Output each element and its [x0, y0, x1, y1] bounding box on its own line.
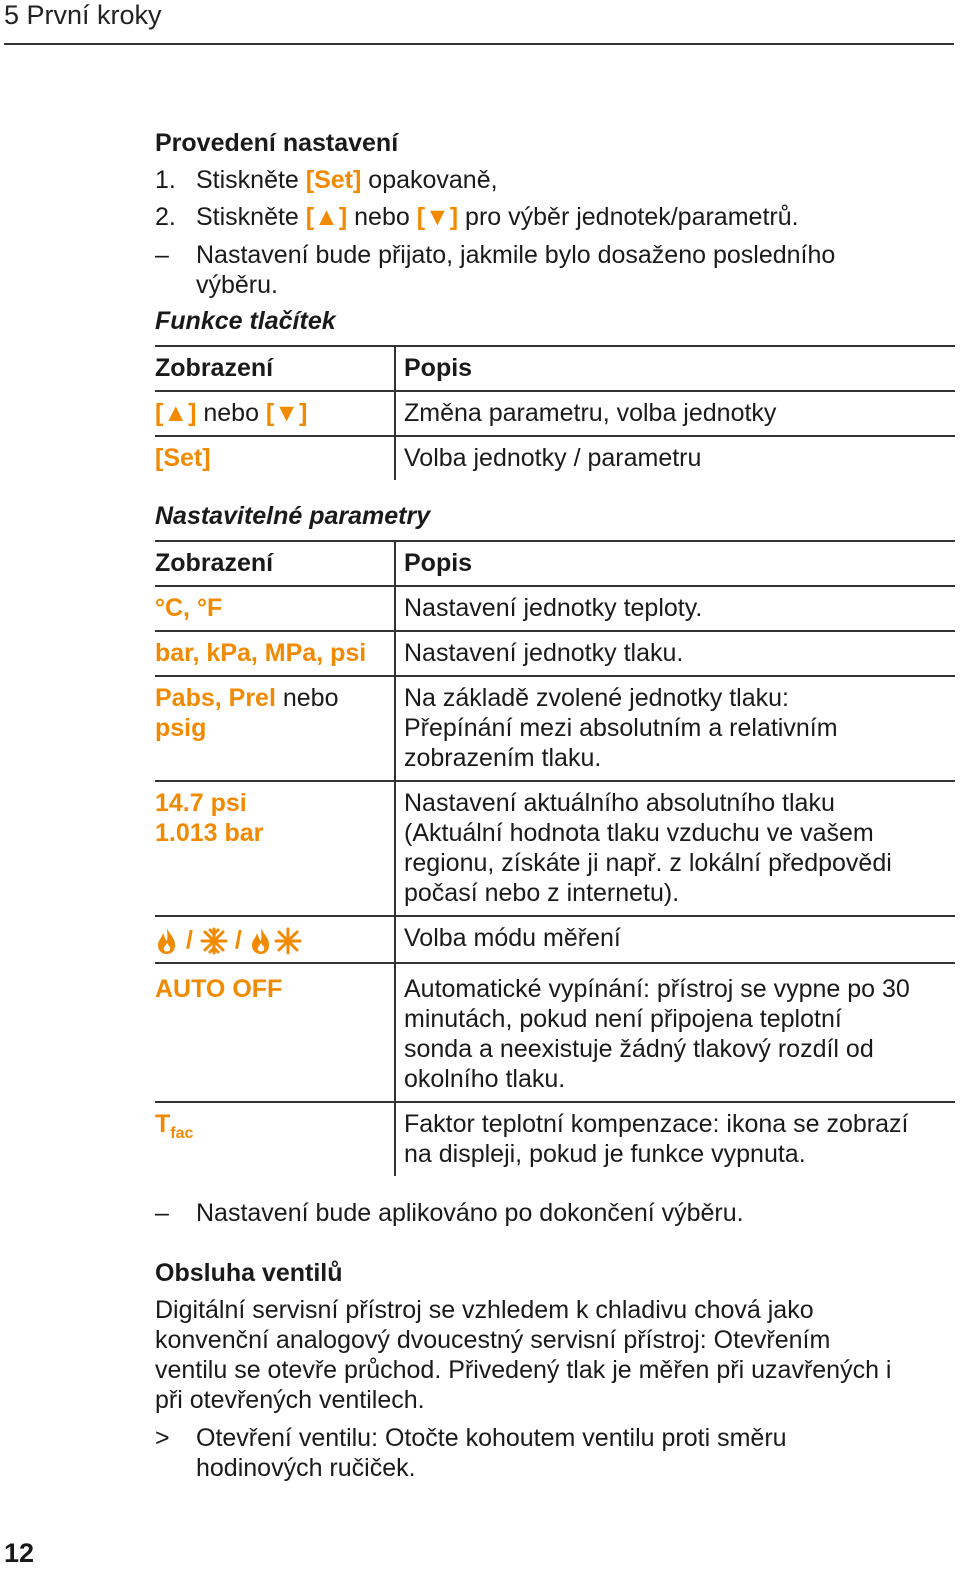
set-key-label: [Set]	[305, 166, 362, 194]
row-description-line: zobrazením tlaku.	[404, 744, 602, 772]
step-2-pre: Stiskněte	[196, 203, 306, 231]
table-row	[155, 586, 955, 631]
params-col-description: Popis	[395, 541, 955, 586]
flame-snowflake-icon	[249, 927, 303, 955]
row-description: Nastavení jednotky teploty.	[395, 586, 955, 631]
page-number: 12	[4, 1538, 35, 1568]
flame-icon	[155, 927, 179, 955]
valves-heading: Obsluha ventilů	[155, 1259, 343, 1287]
after-table-text: Nastavení bude aplikováno po dokončení výběru.	[196, 1199, 744, 1227]
param-display: bar, kPa, MPa, psi	[155, 631, 395, 676]
row-description-line: okolního tlaku.	[404, 1065, 566, 1094]
row-description-line: Na základě zvolené jednotky tlaku:	[404, 684, 789, 712]
action-marker: >	[155, 1424, 170, 1452]
down-key-label: [▼]	[416, 203, 459, 231]
row-description-line: sonda a neexistuje žádný tlakový rozdíl od	[404, 1035, 874, 1064]
result-line-2: výběru.	[196, 271, 278, 299]
table-row	[155, 781, 955, 916]
params-col-display: Zobrazení	[155, 541, 395, 586]
step-1-text	[196, 165, 498, 195]
params-table-header	[155, 541, 955, 586]
set-key-label: [Set]	[155, 444, 211, 472]
row-description-line: regionu, získáte ji např. z lokální předpovědi	[404, 849, 892, 877]
keys-table	[155, 345, 955, 480]
separator-slash: /	[185, 926, 193, 954]
row-description-line: (Aktuální hodnota tlaku vzduchu ve vašem	[404, 819, 874, 847]
step-1-pre: Stiskněte	[196, 166, 306, 194]
nebo-text: nebo	[196, 399, 266, 427]
row-description: Volba jednotky / parametru	[395, 436, 955, 480]
up-key-label: [▲]	[155, 399, 197, 427]
row-description: Volba módu měření	[395, 916, 955, 963]
row-description: Nastavení jednotky tlaku.	[395, 631, 955, 676]
step-2-post: pro výběr jednotek/parametrů.	[458, 203, 799, 231]
up-key-label: [▲]	[305, 203, 348, 231]
param-display: AUTO OFF	[155, 963, 395, 1102]
nebo-text: nebo	[275, 684, 339, 712]
row-description-line: Automatické vypínání: přístroj se vypne po 30	[404, 975, 910, 1004]
row-description-line: počasí nebo z internetu).	[404, 879, 680, 907]
param-display: 1.013 bar	[155, 819, 264, 847]
row-description-line: Faktor teplotní kompenzace: ikona se zobrazí	[404, 1110, 909, 1139]
keys-table-header	[155, 346, 955, 391]
separator-slash: /	[234, 926, 242, 954]
table-row	[155, 391, 955, 436]
after-table-marker: –	[155, 1199, 169, 1227]
table-row	[155, 963, 955, 1102]
table-row	[155, 1102, 955, 1176]
param-display: Pabs, Prel	[155, 684, 276, 712]
valves-paragraph-line: ventilu se otevře průchod. Přivedený tlak je měřen při uzavřených i	[155, 1356, 892, 1384]
snowflake-icon	[200, 927, 228, 955]
table-row	[155, 631, 955, 676]
row-description-line: Nastavení aktuálního absolutního tlaku	[404, 789, 835, 817]
param-display-subscript: fac	[170, 1125, 194, 1143]
down-key-label: [▼]	[265, 399, 308, 427]
step-1-marker: 1.	[155, 166, 176, 194]
result-marker: –	[155, 241, 169, 269]
table-row	[155, 436, 955, 480]
valves-paragraph-line: při otevřených ventilech.	[155, 1386, 425, 1414]
keys-col-description: Popis	[395, 346, 955, 391]
table-row	[155, 916, 955, 963]
header-rule	[4, 43, 954, 45]
page-header-title: 5 První kroky	[4, 0, 162, 30]
params-table-title: Nastavitelné parametry	[155, 502, 431, 530]
param-display: psig	[155, 714, 207, 742]
row-description-line: minutách, pokud není připojena teplotní	[404, 1005, 842, 1034]
step-2-marker: 2.	[155, 203, 176, 231]
keys-col-display: Zobrazení	[155, 346, 395, 391]
settings-heading: Provedení nastavení	[155, 129, 399, 157]
step-1-post: opakovaně,	[361, 166, 498, 194]
params-table	[155, 540, 955, 1176]
keys-table-title: Funkce tlačítek	[155, 307, 336, 335]
step-2-mid: nebo	[347, 203, 417, 231]
valves-paragraph-line: Digitální servisní přístroj se vzhledem k chladivu chová jako	[155, 1296, 814, 1324]
param-display: T	[155, 1110, 171, 1139]
row-description: Změna parametru, volba jednotky	[395, 391, 955, 436]
param-display: 14.7 psi	[155, 789, 247, 817]
result-line-1: Nastavení bude přijato, jakmile bylo dosaženo posledního	[196, 241, 836, 269]
action-line: Otevření ventilu: Otočte kohoutem ventilu proti směru	[196, 1424, 787, 1452]
valves-paragraph-line: konvenční analogový dvoucestný servisní přístroj: Otevřením	[155, 1326, 831, 1354]
step-2-text	[196, 202, 799, 232]
table-row	[155, 676, 955, 781]
action-line: hodinových ručiček.	[196, 1454, 416, 1482]
param-display: °C, °F	[155, 586, 395, 631]
row-description-line: Přepínání mezi absolutním a relativním	[404, 714, 838, 742]
row-description-line: na displeji, pokud je funkce vypnuta.	[404, 1140, 806, 1169]
